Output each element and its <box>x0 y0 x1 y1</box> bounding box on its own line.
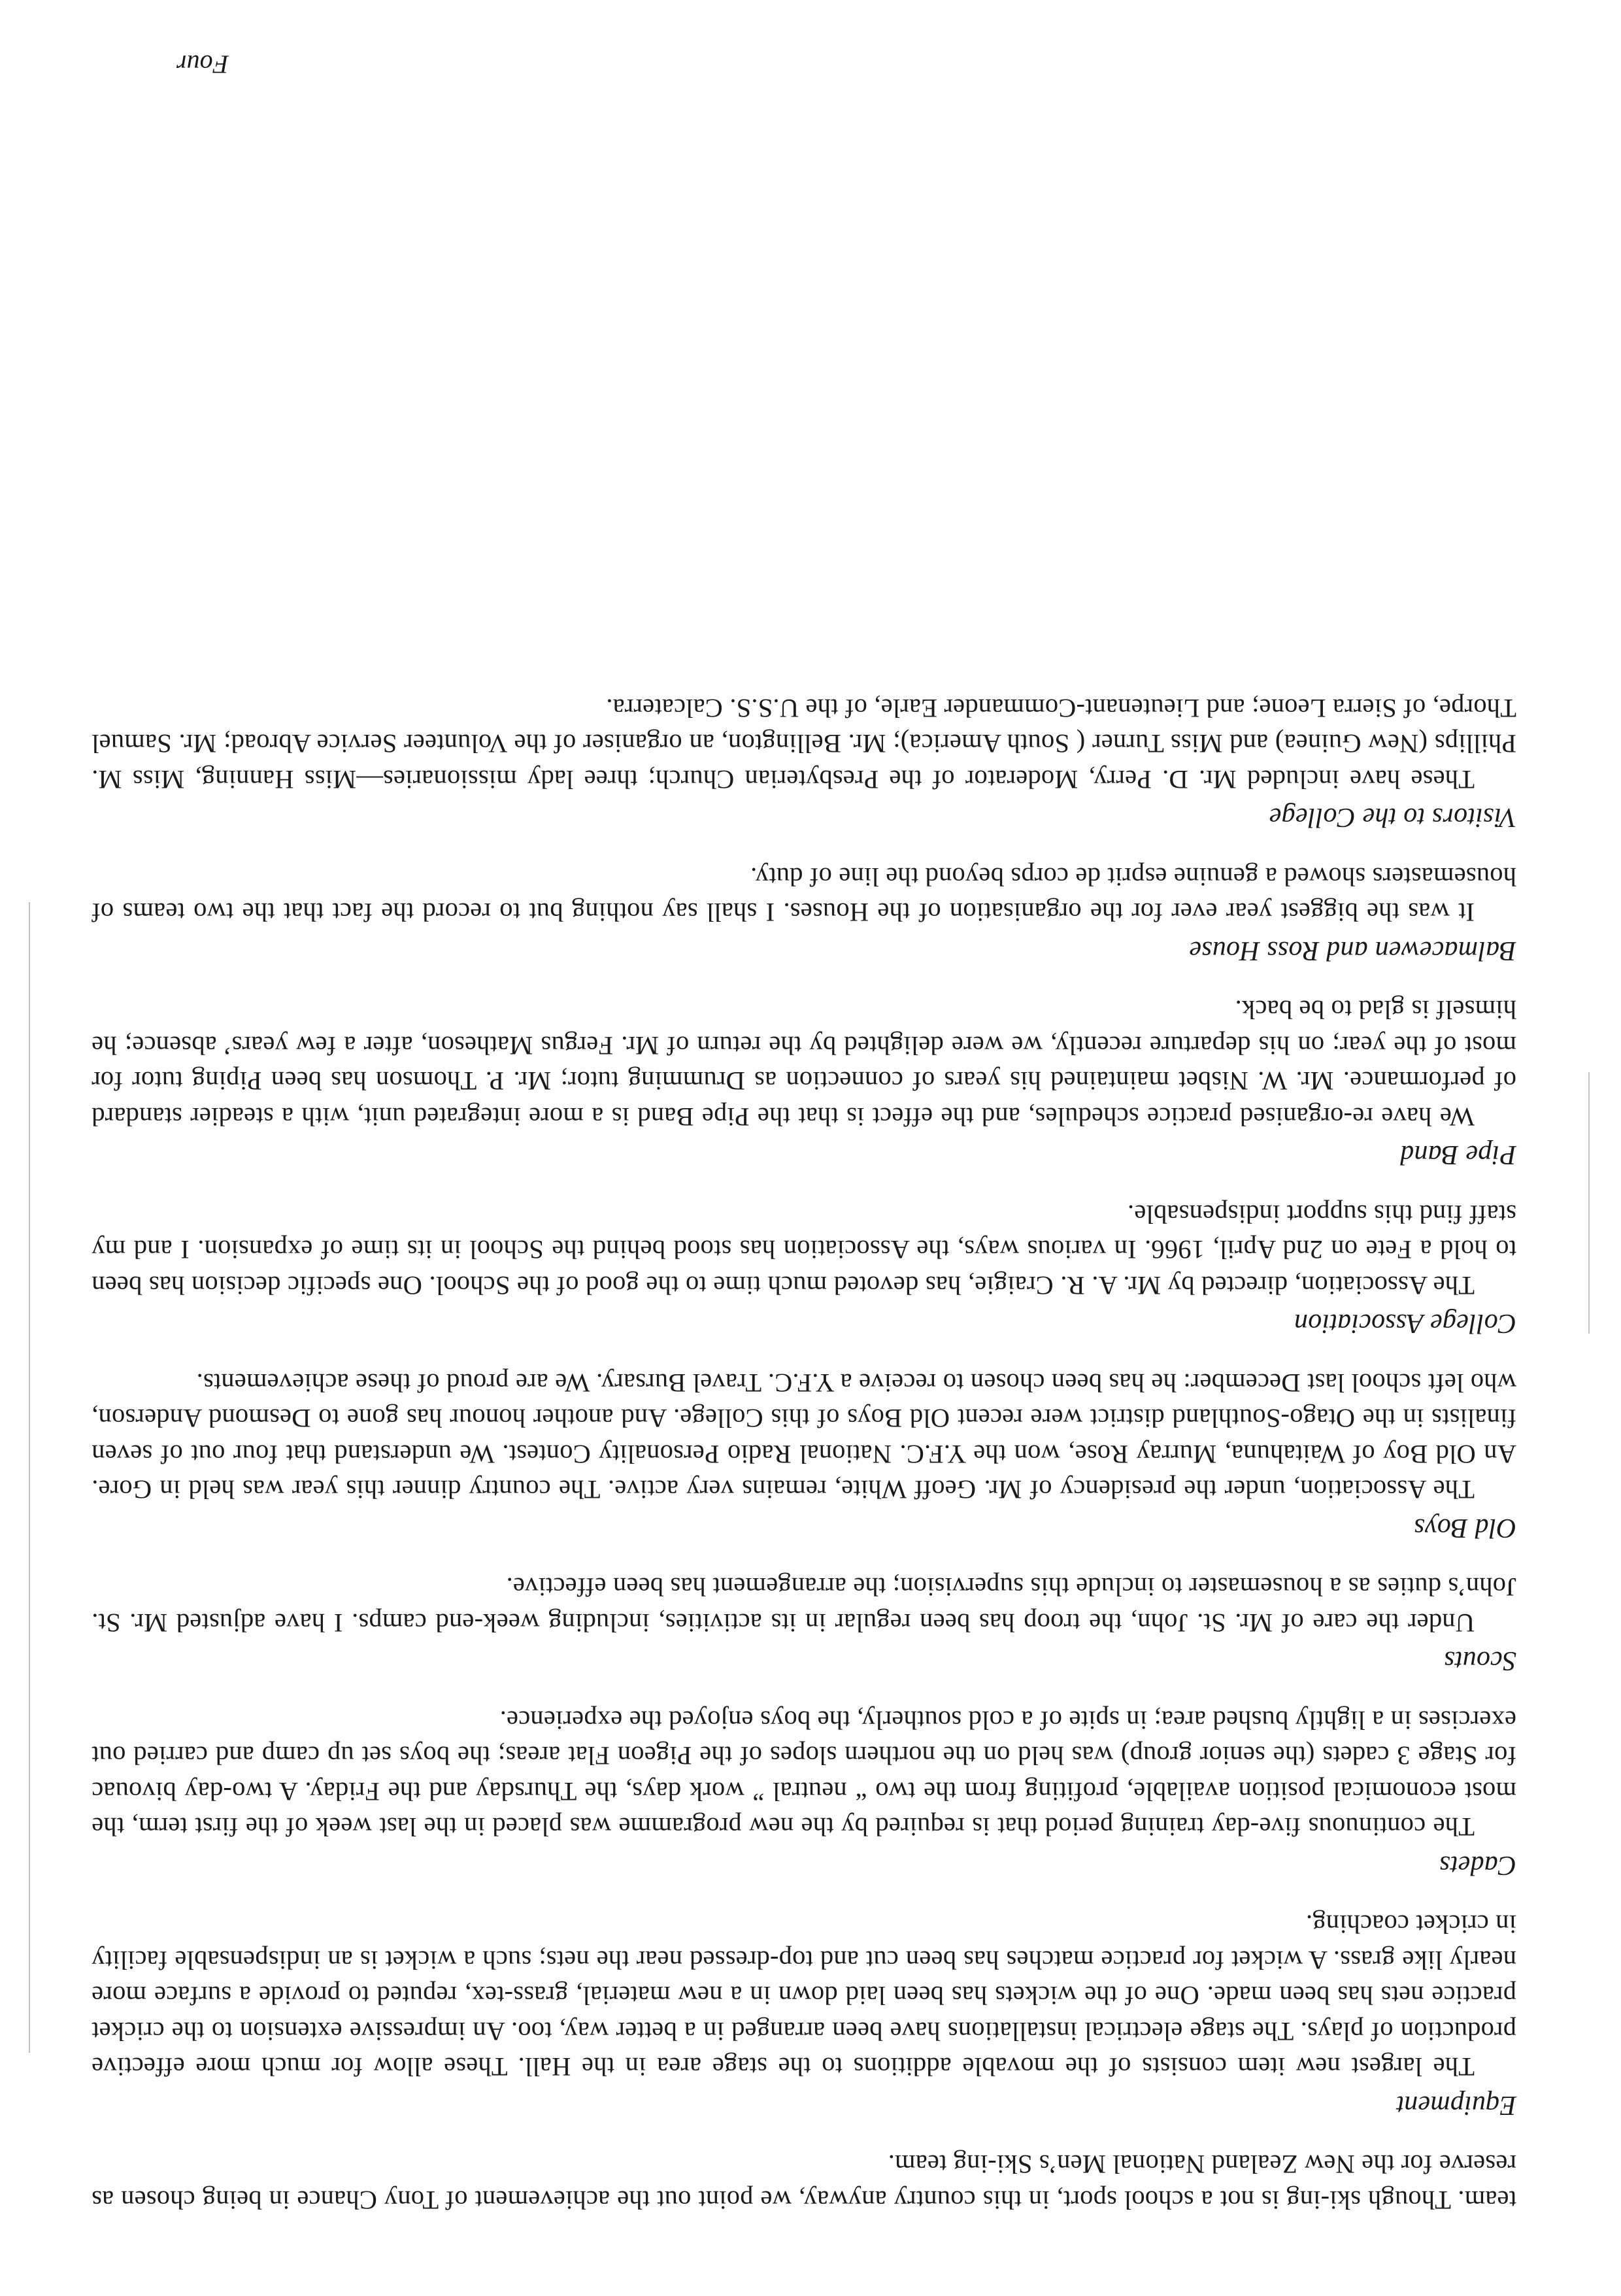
paragraph-ski-ing: team. Though ski-ing is not a school sport, in this country anyway, we point out the achievement of Tony Chance in being chosen as reserve for the New Zealand National Men’s Ski-ing team. <box>92 2150 1516 2215</box>
heading-visitors: Visitors to the College <box>1269 802 1516 833</box>
heading-equipment: Equipment <box>1396 2090 1516 2120</box>
heading-pipe-band: Pipe Band <box>1400 1140 1516 1170</box>
document-body <box>92 690 1516 2218</box>
paragraph-old-boys: The Association, under the presidency of Mr. Geoff White, remains very active. The country dinner this year was held in Gore. An Old Boy of Waitahuna, Murray Rose, won the Y.F.C. National Radio Personality Contest. We understand that four out of seven finalists in the Otago-Southland district were recent Old Boys of this College. And another honour has gone to Desmond Anderson, who left school last December: he has been chosen to receive a Y.F.C. Travel Bursary. We are proud of these achievements. <box>92 1368 1516 1505</box>
paragraph-college-association: The Association, directed by Mr. A. R. Craigie, has devoted much time to the good of the School. One specific decision has been to hold a Fete on 2nd April, 1966. In various ways, the Association has stood behind the School in its time of expansion. I and my staff find this support indispensable. <box>92 1200 1516 1300</box>
paragraph-visitors: These have included Mr. D. Perry, Moderator of the Presbyterian Church; three lady missionaries—Miss Hanning, Miss M. Phillips (New Guinea) and Miss Turner ( South America); Mr. Bellington, an organiser of the Volunteer Service Abroad; Mr. Samuel Thorpe, of Sierra Leone; and Lieutenant-Commander Earle, of the U.S.S. Calcaterra. <box>92 694 1516 794</box>
heading-old-boys: Old Boys <box>1414 1513 1516 1543</box>
heading-scouts: Scouts <box>1444 1646 1516 1676</box>
paragraph-houses: It was the biggest year ever for the organisation of the Houses. I shall say nothing but to record the fact that the two teams of housemasters showed a genuine esprit de corps beyond the line of duty. <box>92 862 1516 928</box>
paragraph-cadets: The continuous five-day training period that is required by the new programme was placed in the last week of the first term, the most economical position available, profiting from the two “ neutral ” work days, the Thursday and the Friday. A two-day bivouac for Stage 3 cadets (the senior group) was held on the northern slopes of the Pigeon Flat areas; the boys set up camp and carried out exercises in a lightly bushed area; in spite of a cold southerly, the boys enjoyed the experience. <box>92 1706 1516 1842</box>
paragraph-scouts: Under the care of Mr. St. John, the troop has been regular in its activities, including week-end camps. I have adjusted Mr. St. John’s duties as a housemaster to include this supervision; the arrangement has been effective. <box>92 1572 1516 1638</box>
heading-houses: Balmacewen and Ross House <box>1189 936 1516 966</box>
paragraph-pipe-band: We have re-organised practice schedules, and the effect is that the Pipe Band is a more integrated unit, with a steadier standard of performance. Mr. W. Nisbet maintained his years of connection as Drumming tutor; Mr. P. Thomson has been Piping tutor for most of the year; on his departure recently, we were delighted by the return of Mr. Fergus Matheson, after a few years’ absence; he himself is glad to be back. <box>92 995 1516 1132</box>
paragraph-equipment: The largest new item consists of the movable additions to the stage area in the Hall. These allow for much more effective production of plays. The stage electrical installations have been arranged in a better way, too. An impressive extension to the cricket practice nets has been made. One of the wickets has been laid down in a new material, grass-tex, reputed to provide a surface more nearly like grass. A wicket for practice matches has been cut and top-dressed near the nets; such a wicket is an indispensable facility in cricket coaching. <box>92 1910 1516 2082</box>
heading-college-association: College Association <box>1294 1308 1516 1339</box>
heading-cadets: Cadets <box>1439 1850 1516 1880</box>
page-number: Four <box>176 50 229 79</box>
